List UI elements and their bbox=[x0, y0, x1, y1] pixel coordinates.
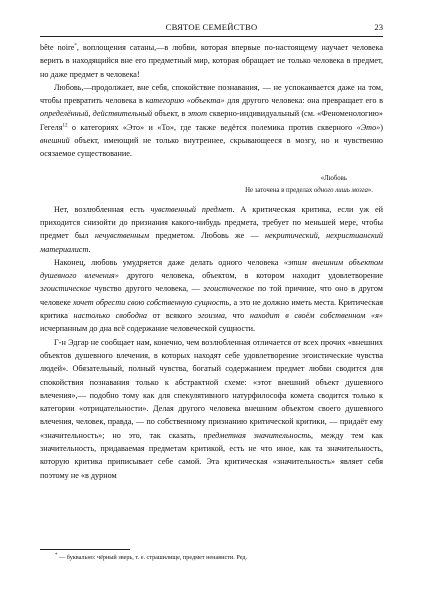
footnote bbox=[55, 553, 383, 562]
text-run: Любовь,—продолжает, вне себя, спокойствие познавания, — не успокаивается даже на том, чтобы превратить человека в bbox=[40, 82, 383, 106]
epigraph-emphasis: одного лишь мозга bbox=[313, 186, 368, 194]
footnote-mark: * bbox=[55, 552, 58, 558]
text-run: объект, имеющий не только внутреннее, скрывающееся в мозгу, но и чувственно осязаемое существование. bbox=[40, 136, 383, 159]
text-run: Нет, возлюбленная есть bbox=[54, 204, 151, 214]
note-marker: * bbox=[74, 43, 77, 49]
epigraph-line bbox=[40, 185, 373, 197]
text-run: , воплощения сатаны,—в любви, которая впервые по-настоящему научает человека верить в находящийся вне его предметный мир, которая обращает не только человека в предмет, но даже предмет в человека! bbox=[40, 43, 383, 79]
text-run: скверно-индивидуальный (см. «Феноменологию» Гегеля bbox=[40, 109, 383, 132]
epigraph bbox=[40, 173, 383, 197]
emphasis-text: этот bbox=[187, 109, 207, 119]
text-run: Г-н Эдгар не сообщает нам, конечно, чем возлюбленная отличается от всех прочих «внешних объектов душевного влечения, в которых находят себе удовлетворение эгоистические чувства людей». Обязательный, полный чувства, богатый содержанием предмет любви сводится для спокойствия познавания только к абстрактной схеме: «этот внешний объект душевного влечения»,— подобно тому как для спекулятивного натурфилософа комета сводится только к категории «отрицательности». Делая другого человека внешним объектом своего душевного влечения, человек, правда, — по собственному признанию критической критики, — придаёт ему «значительность»; но это, так сказать, bbox=[40, 337, 383, 440]
text-run: по той причине, что оно в другом человеке bbox=[40, 284, 383, 307]
emphasis-text: «этим внешним объектом душевного влечения» bbox=[40, 257, 383, 281]
paragraph bbox=[40, 81, 383, 161]
emphasis-text: «Это» bbox=[356, 122, 381, 132]
text-run: . bbox=[88, 244, 91, 254]
emphasis-text: некритический, нехристианский материалист bbox=[40, 231, 383, 254]
paragraph bbox=[40, 336, 383, 482]
text-run: о категориях «Это» и «То», где также ведётся полемика против скверного bbox=[67, 122, 357, 132]
page-number: 23 bbox=[374, 22, 383, 32]
text-run: , а это не должно иметь места. Критическая критика bbox=[40, 297, 383, 321]
running-header bbox=[40, 20, 383, 37]
text-run: объект, в bbox=[152, 109, 188, 119]
paragraph bbox=[40, 203, 383, 256]
text-run: от всякого bbox=[147, 311, 198, 321]
running-title: СВЯТОЕ СЕМЕЙСТВО bbox=[165, 22, 258, 32]
paragraph bbox=[40, 256, 383, 336]
text-run: исчерпанным до дна всё содержание человеческой сущности. bbox=[40, 324, 256, 334]
text-run: . А критическая критика, если уж ей приходится снизойти до признания какого-нибудь предмета, требует по меньшей мере, чтобы предмет был bbox=[40, 204, 383, 241]
footnote-rule bbox=[40, 549, 130, 550]
emphasis-text: чувственный предмет bbox=[150, 204, 233, 214]
text-run: ) bbox=[380, 122, 383, 132]
emphasis-text: нечувственным bbox=[94, 231, 150, 241]
emphasis-text: находит в своём собственном «я» bbox=[249, 311, 384, 321]
emphasis-text: эгоистическое bbox=[203, 284, 255, 294]
text-run: Наконец, любовь умудряется даже делать одного человека bbox=[54, 257, 284, 267]
emphasis-text: хочет обрести свою собственную сущность bbox=[72, 297, 230, 307]
paragraph bbox=[40, 41, 383, 81]
text-run: bête noire bbox=[40, 43, 75, 52]
emphasis-text: предметная значительность bbox=[203, 430, 311, 440]
text-run: другого человека, объектом, в котором находит удовлетворение bbox=[118, 271, 383, 281]
text-run: , что bbox=[224, 311, 250, 321]
text-run: предметом. Любовь же — bbox=[149, 231, 265, 241]
epigraph-line: «Любовь bbox=[320, 174, 347, 182]
emphasis-text: эгоизма bbox=[197, 311, 225, 321]
emphasis-text: определённый, действительный bbox=[40, 109, 153, 119]
emphasis-text: внешний bbox=[40, 136, 70, 146]
emphasis-text: категорию «объекта» bbox=[145, 96, 225, 106]
text-run: , между тем как значительность, придаваемая предметам критикой, есть не что иное, как та значительность, которую критика приписывает себе самой. Эта критическая «значительность» являет себя поэтому не «в дурном bbox=[40, 430, 383, 480]
epigraph-text: Не заточена в пределах bbox=[245, 186, 314, 194]
note-marker: 12 bbox=[62, 123, 68, 129]
epigraph-text: ». bbox=[367, 186, 373, 194]
emphasis-text: настолько свободна bbox=[73, 311, 148, 321]
text-run: для другого человека: она превращает его в bbox=[224, 96, 383, 106]
text-run: чувство другого человека, — bbox=[90, 284, 204, 294]
footnote-text: — буквально: чёрный зверь, т. е. страшилище, предмет ненависти. Ред. bbox=[57, 554, 248, 561]
page-body bbox=[40, 41, 383, 482]
emphasis-text: эгоистическое bbox=[40, 284, 91, 294]
